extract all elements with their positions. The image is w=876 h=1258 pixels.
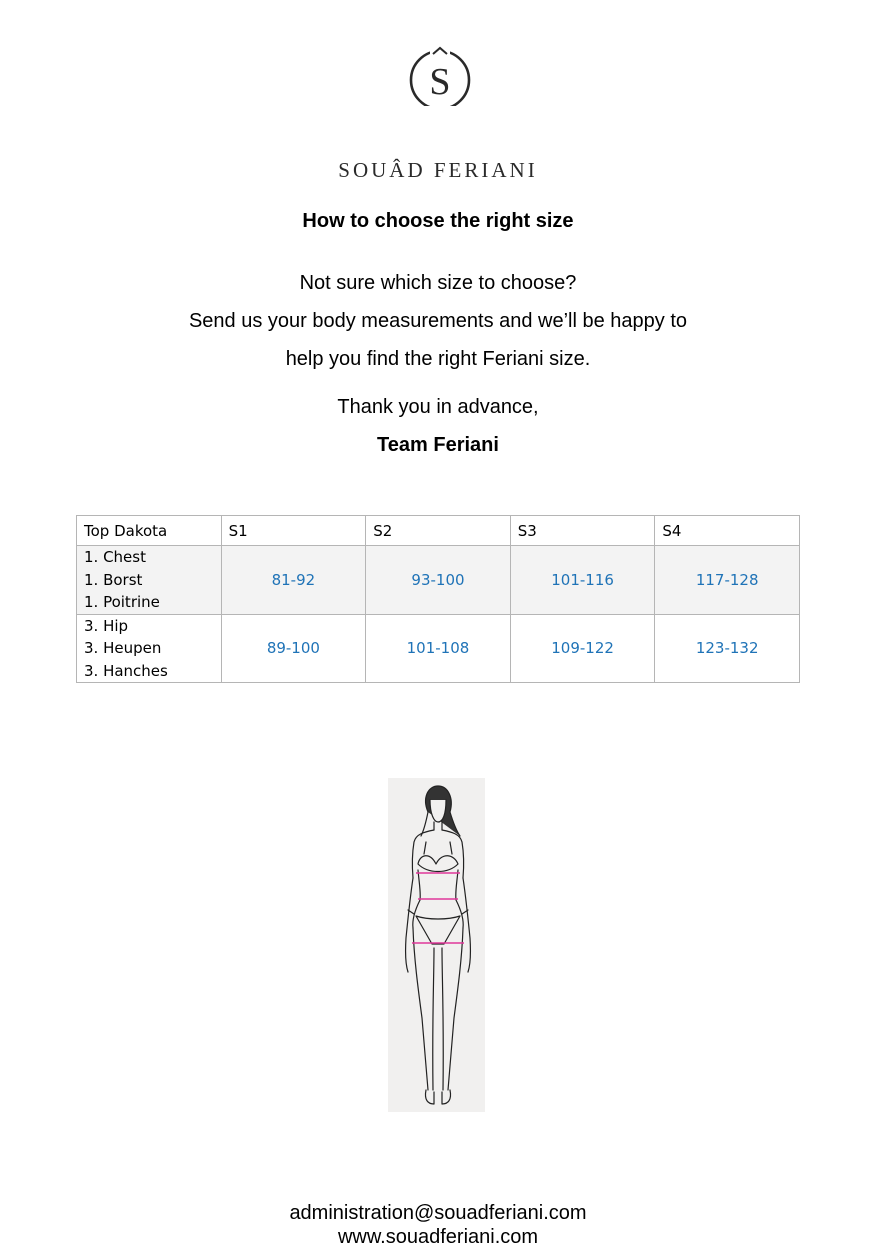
table-header-cell: S2: [366, 516, 511, 546]
page-title: How to choose the right size: [302, 210, 574, 232]
brand-name: SOUÂD FERIANI: [338, 158, 538, 182]
label-line: 1. Borst: [84, 570, 143, 589]
table-header-cell: S4: [655, 516, 800, 546]
table-row: [77, 614, 800, 683]
size-value: 123-132: [655, 614, 800, 683]
label-line: 1. Chest: [84, 548, 146, 566]
contact-email: administration@souadferiani.com: [289, 1202, 587, 1224]
label-line: 3. Hip: [84, 616, 129, 635]
table-header-cell: S1: [221, 516, 366, 546]
size-value: 109-122: [510, 614, 655, 683]
figure-drawing: [388, 778, 485, 1112]
size-table: [76, 515, 800, 683]
brand-logo: [0, 38, 876, 182]
table-header-row: [77, 516, 800, 546]
size-value: 89-100: [221, 614, 366, 683]
intro-line: help you find the right Feriani size.: [285, 348, 591, 370]
table-header-cell: Top Dakota: [77, 516, 222, 546]
website-link: www.souadferiani.com: [337, 1226, 539, 1248]
size-value: 101-108: [366, 614, 511, 683]
team-signature: Team Feriani: [377, 434, 499, 456]
table-row: [77, 546, 800, 615]
label-line: 3. Heupen: [84, 639, 162, 657]
footer-contact: [0, 1201, 876, 1249]
size-value: 81-92: [221, 546, 366, 615]
intro-line: Not sure which size to choose?: [299, 272, 577, 294]
intro-line: Send us your body measurements and we’ll be happy to: [188, 310, 688, 332]
thanks-text: Thank you in advance,: [337, 396, 539, 418]
size-value: 93-100: [366, 546, 511, 615]
size-value: 101-116: [510, 546, 655, 615]
table-header-cell: S3: [510, 516, 655, 546]
measurement-label: [77, 614, 222, 683]
monogram-icon: [404, 44, 476, 106]
body-measurement-illustration: [388, 778, 485, 1112]
size-value: 117-128: [655, 546, 800, 615]
label-line: 3. Hanches: [84, 661, 168, 680]
measurement-label: [77, 546, 222, 615]
monogram-letter: S: [429, 61, 451, 103]
label-line: 1. Poitrine: [84, 593, 160, 611]
intro-text: [0, 264, 876, 378]
